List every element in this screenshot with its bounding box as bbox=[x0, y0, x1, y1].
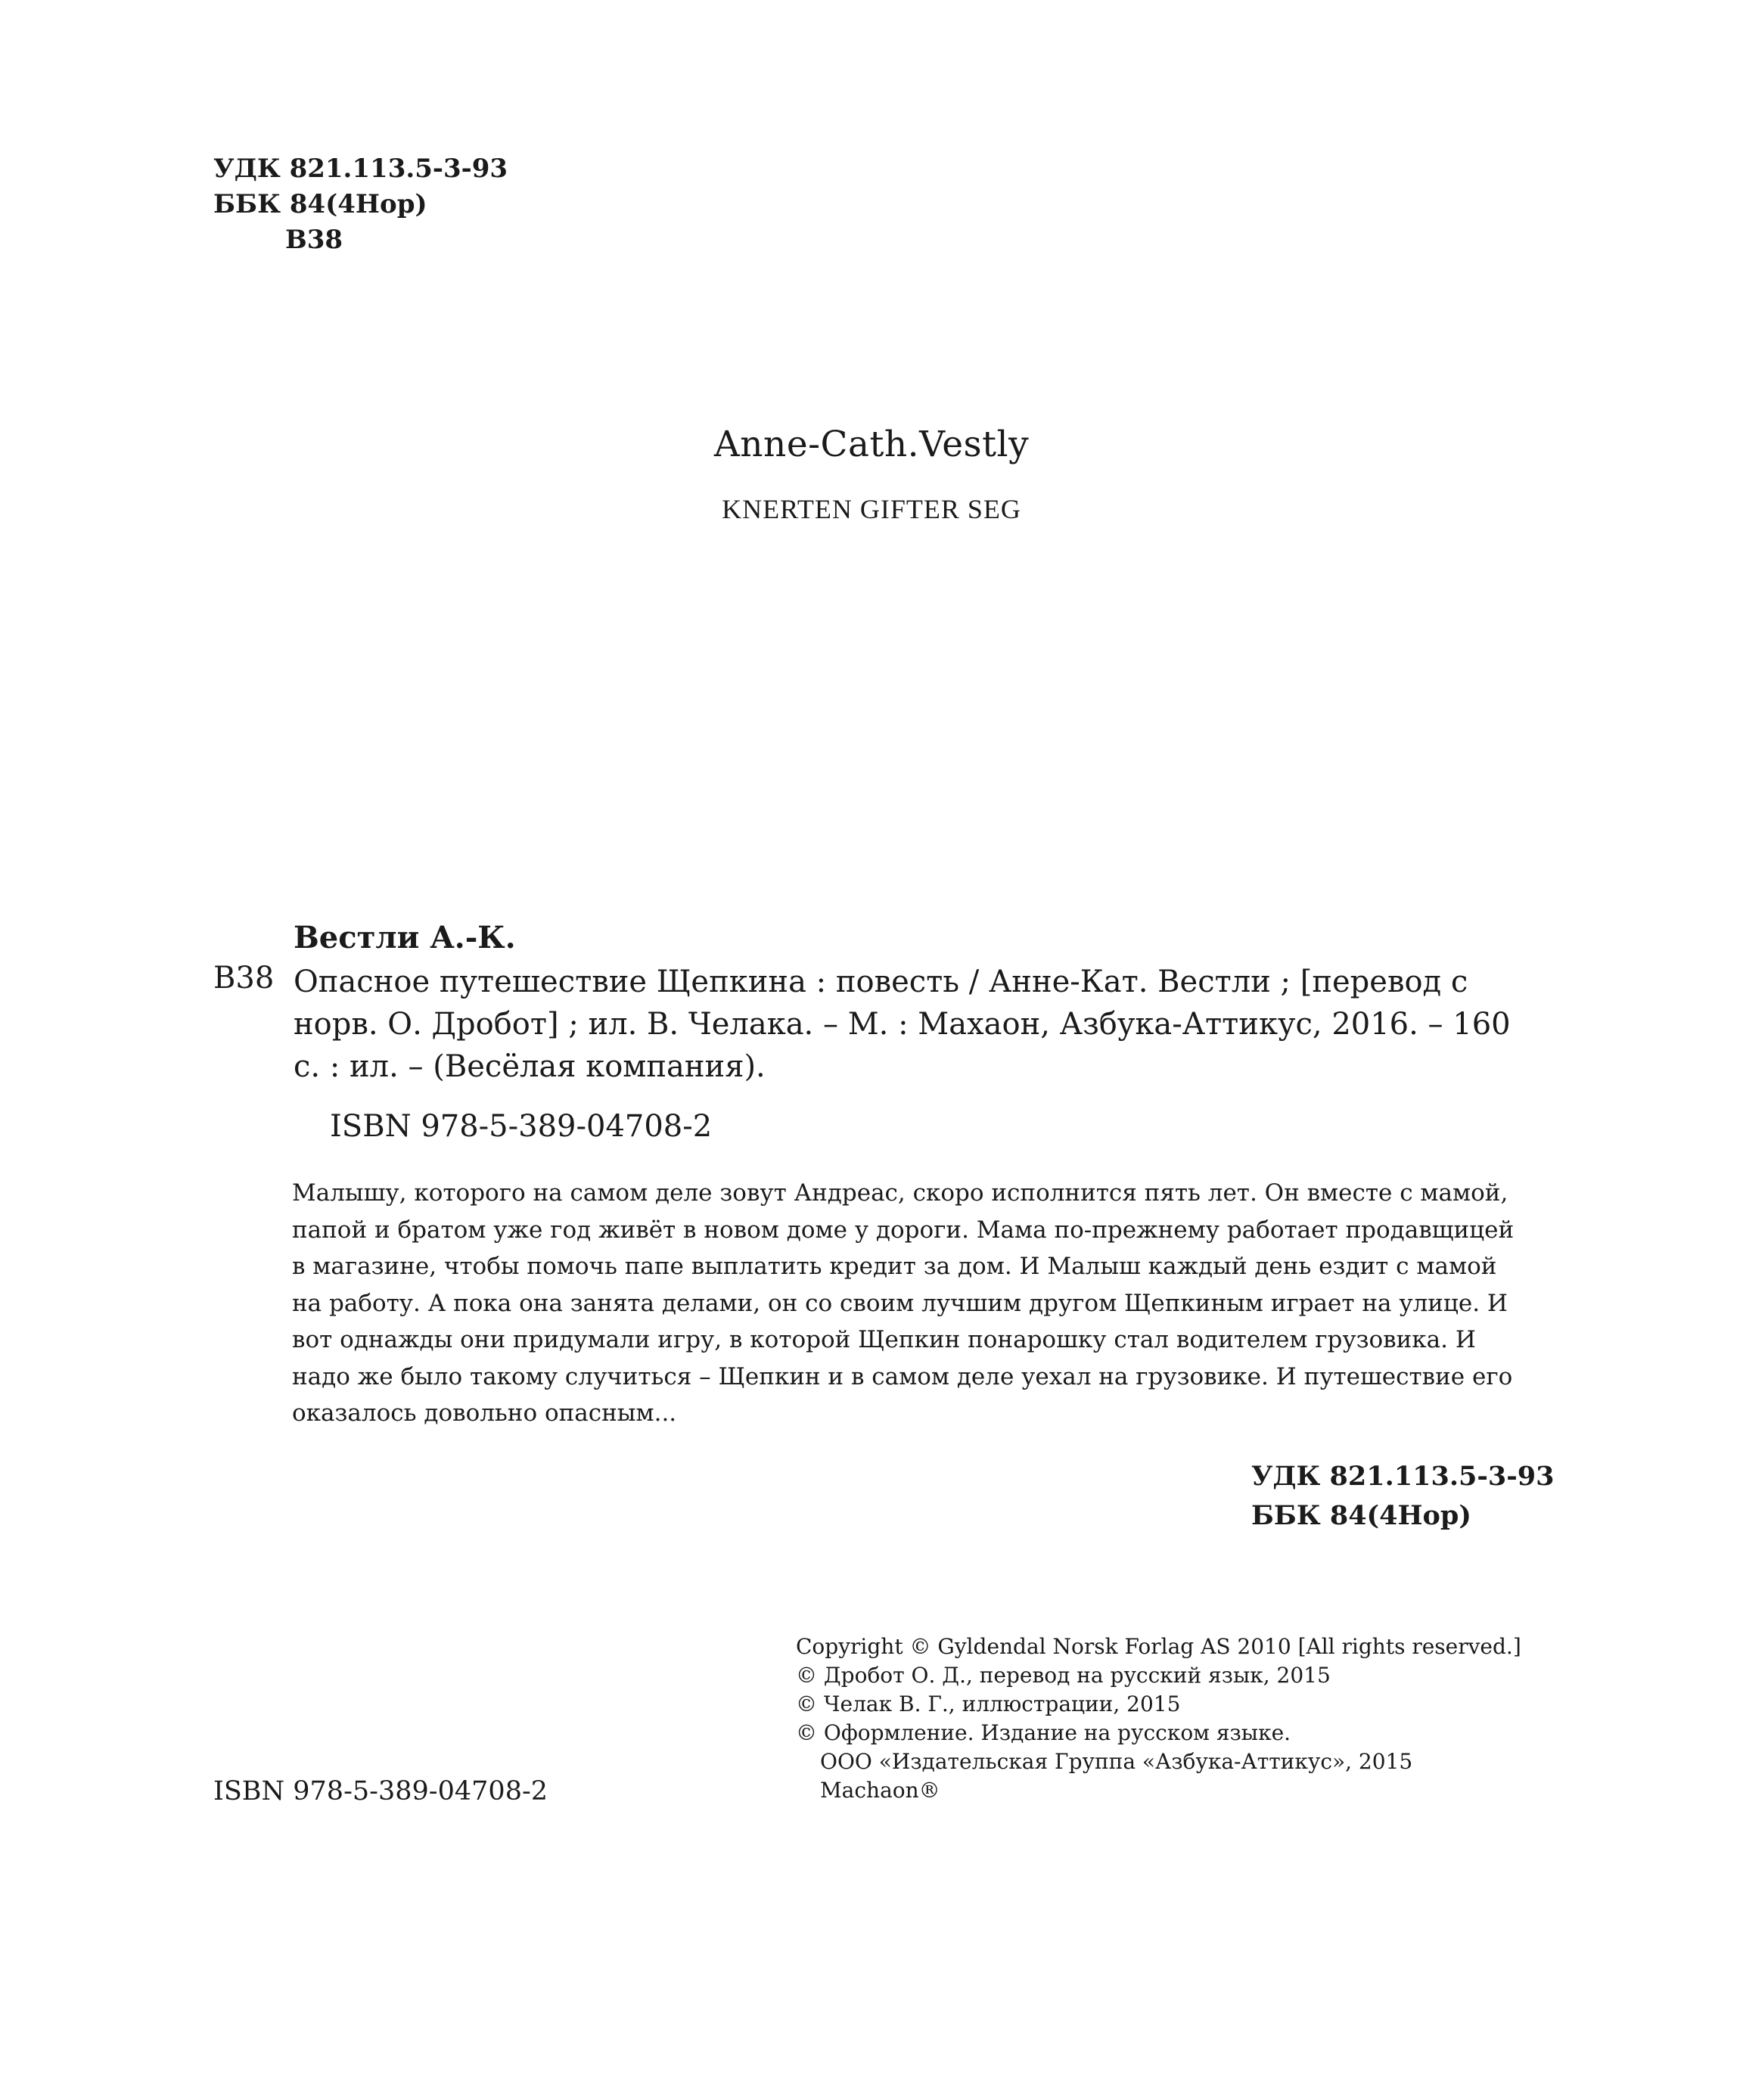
udc-code: УДК 821.113.5-3-93 bbox=[1251, 1461, 1555, 1492]
top-classification bbox=[213, 151, 508, 258]
original-author: Anne-Cath.Vestly bbox=[713, 424, 1030, 465]
catalog-description: Опасное путешествие Щепкина : повесть / Анне-Кат. Вестли ; [перевод с норв. О. Дробот] ; ил. В. Челака. – М. : Махаон, Азбука-Аттикус, 2016. – 160 с. : ил. – (Весёлая компания). bbox=[294, 965, 1511, 1084]
catalog-author-mark: В38 bbox=[213, 961, 275, 996]
copyright-block bbox=[796, 1632, 1521, 1805]
bottom-classification bbox=[1251, 1457, 1555, 1536]
annotation: Малышу, которого на самом деле зовут Андреас, скоро исполнится пять лет. Он вместе с мамой, папой и братом уже год живёт в новом доме у дороги. Мама по-прежнему работает продавщицей в магазине, чтобы помочь папе выплатить кредит за дом. И Малыш каждый день ездит с мамой на работу. А пока она занята делами, он со своим лучшим другом Щепкиным играет на улице. И вот однажды они придумали игру, в которой Щепкин понарошку стал водителем грузовика. И надо же было такому случиться – Щепкин и в самом деле уехал на грузовике. И путешествие его оказалось довольно опасным... bbox=[292, 1179, 1515, 1427]
bottom-isbn: ISBN 978-5-389-04708-2 bbox=[213, 1776, 548, 1806]
author-mark: В38 bbox=[285, 225, 343, 255]
catalog-author-heading: Вестли А.-К. bbox=[294, 920, 516, 955]
udc-code: УДК 821.113.5-3-93 bbox=[213, 154, 508, 184]
copyright-line: © Дробот О. Д., перевод на русский язык, 2015 bbox=[796, 1663, 1331, 1688]
bbk-code: ББК 84(4Нор) bbox=[213, 189, 427, 219]
copyright-line: ООО «Издательская Группа «Азбука-Аттикус», 2015 bbox=[820, 1749, 1413, 1774]
copyright-line: Copyright © Gyldendal Norsk Forlag AS 2010 [All rights reserved.] bbox=[796, 1634, 1521, 1659]
copyright-line: © Оформление. Издание на русском языке. bbox=[796, 1720, 1291, 1745]
publisher-brand: Machaon® bbox=[820, 1778, 940, 1803]
bbk-code: ББК 84(4Нор) bbox=[1251, 1500, 1471, 1531]
original-title: KNERTEN GIFTER SEG bbox=[722, 494, 1021, 524]
catalog-isbn: ISBN 978-5-389-04708-2 bbox=[330, 1109, 713, 1144]
copyright-line: © Челак В. Г., иллюстрации, 2015 bbox=[796, 1691, 1181, 1716]
